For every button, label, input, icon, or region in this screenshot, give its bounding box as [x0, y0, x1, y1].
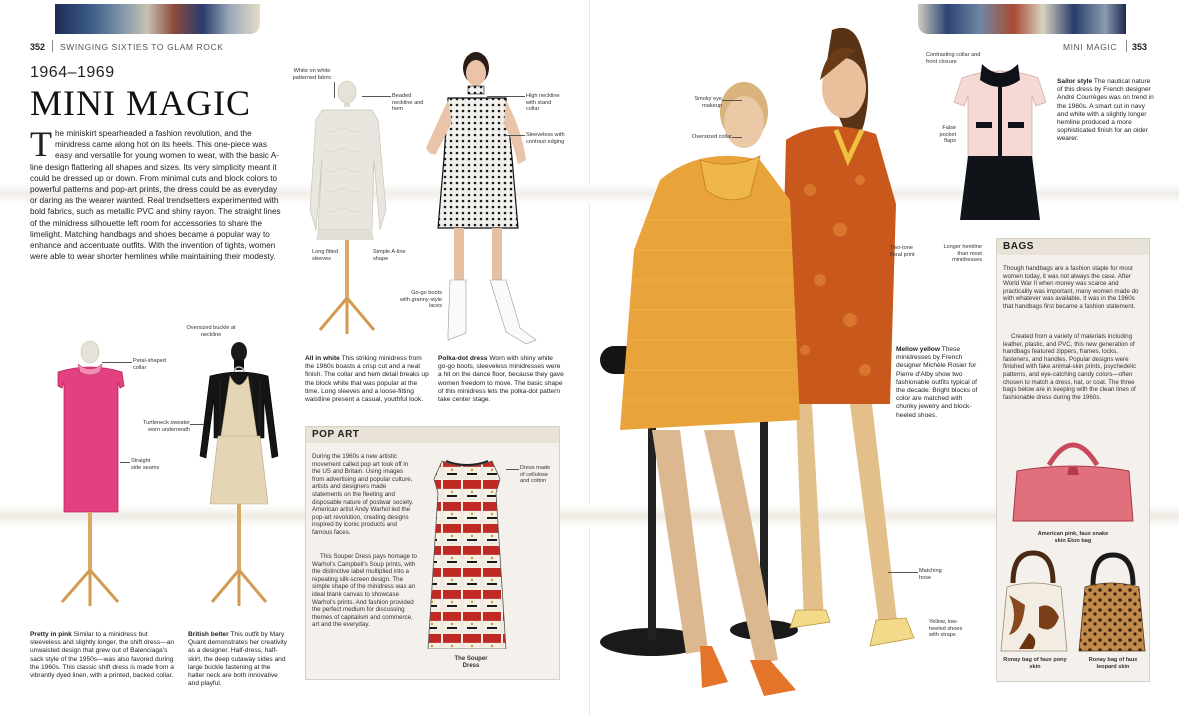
annotation-simple-aline: Simple A-line shape: [373, 249, 406, 262]
annotation-oversized-collar: Oversized collar: [691, 134, 732, 140]
popart-body-1: During the 1960s a new artistic movement called pop art took off in the US and Britain. Using images from advertising and popular culture, artists and designers made statements on the fleeting and disposable nature of postwar society. American artist Andy Warhol led the pop-art revolution, creating designs inspired by iconic products and famous faces.: [312, 453, 414, 536]
leader-seams: [120, 462, 130, 463]
popart-heading: POP ART: [306, 427, 559, 443]
annotation-gogo-boots: Go-go boots with granny-style laces: [400, 290, 442, 310]
pink-dress-figure: [50, 340, 130, 620]
annotation-oversized-buckle: Oversized buckle at neckline: [186, 325, 236, 338]
header-divider-left: [52, 40, 53, 52]
right-running-head: MINI MAGIC: [1063, 42, 1118, 52]
article-dates: 1964–1969: [30, 64, 115, 81]
caption-pretty-pink: [30, 631, 175, 680]
leader-smoky-eye: [722, 100, 742, 101]
annotation-sleeveless: Sleeveless with contrast edging: [526, 132, 565, 145]
top-right-decor: [918, 4, 1126, 34]
article-intro: [30, 124, 282, 262]
annotation-matching-hose: Matching hose: [919, 568, 942, 581]
left-running-head: SWINGING SIXTIES TO GLAM ROCK: [60, 42, 224, 52]
header-divider-right: [1126, 40, 1127, 52]
souper-dress-figure: [422, 457, 512, 649]
caption-title: British belter: [188, 631, 229, 638]
annotation-long-sleeves: Long fitted sleeves: [312, 249, 339, 262]
bags-body-2: Created from a variety of materials including leather, plastic, and PVC, this new generation of handbags featured zippers, frames, locks, fasteners, and handles. Popular designs were finished with fake animal-skin prints, psychedelic patterns, and eye-catching candy colors—often chosen to match a dress, hat, or coat. The three bags below are in keeping with the clean lines of fashionable dress during the 1960s.: [1003, 333, 1137, 401]
popart-body-2: This Souper Dress pays homage to Warhol's Campbell's Soup prints, with the distinctive label multiplied into a repeating silk-screen design. The simple shape of the minidress was an ideal blank canvas to showcase Warhol's prints. And fashion provided the perfect medium for discussing themes of capitalism and commerce, art and the everyday.: [312, 553, 417, 629]
bags-box: [996, 238, 1150, 682]
annotation-petal-collar: Petal-shaped collar: [133, 358, 166, 371]
popart-box: [305, 426, 560, 680]
caption-text: These minidresses by French designer Michèle Rosier for Pierre d'Alby show two fashionable outfits typical of the decade. Bright blocks of color are matched with chunky jewelry and block-heeled shoes.: [896, 346, 978, 419]
caption-mellow-yellow: [896, 346, 980, 420]
annotation-false-pocket: False pocket flaps: [939, 125, 956, 145]
leader-high-neckline: [487, 96, 525, 97]
left-page-number: 352: [30, 42, 46, 52]
bags-body-1: Though handbags are a fashion staple for most women today, it was not always the case. After World War II when money was scarce and practicality was important, many women made do with whatever was available. It was in the 1960s that handbags first became a fashion statement.: [1003, 265, 1139, 310]
caption-title: Mellow yellow: [896, 346, 940, 353]
caption-all-in-white: [305, 355, 431, 404]
leopard-bag-figure: [1077, 547, 1147, 657]
white-dress-figure: [300, 80, 395, 340]
caption-british-belter: [188, 631, 288, 688]
caption-title: Pretty in pink: [30, 631, 72, 638]
annotation-straight-seams: Straight side seams: [131, 458, 160, 471]
mary-quant-outfit-figure: [196, 340, 282, 620]
caption-title: Sailor style: [1057, 78, 1093, 85]
pony-bag-caption: Ronay bag of faux pony skin: [1003, 657, 1067, 670]
caption-text: This outfit by Mary Quant demonstrates her creativity as a designer. Half-dress, half-skirt, the deep cutaway sides and large buckle fastening at the halter neck are both innovative and playful.: [188, 631, 287, 688]
annotation-longer-hemline: Longer hemline than most minidresses: [943, 244, 982, 264]
bags-heading: BAGS: [997, 239, 1149, 255]
leader-white-fabric: [334, 82, 335, 98]
caption-text: Worn with shiny white go-go boots, sleeveless minidresses were a hit on the dance floor, because they gave women freedom to move. The basic shape of this minidress lets the polka-dot pattern take center stage.: [438, 355, 564, 404]
leader-hose: [888, 572, 918, 573]
dropcap: T: [30, 124, 52, 164]
souper-dress-caption: The Souper Dress: [454, 656, 488, 669]
caption-title: All in white: [305, 355, 340, 362]
pink-bag-figure: [1009, 431, 1137, 527]
top-left-decor: [55, 4, 260, 34]
leader-petal: [102, 362, 132, 363]
page-gutter: [589, 0, 590, 715]
annotation-smoky-eye: Smoky eye makeup: [694, 96, 722, 109]
leader-beaded: [362, 96, 391, 97]
caption-sailor-style: [1057, 78, 1155, 144]
intro-text: he miniskirt spearheaded a fashion revolution, and the minidress came along hot on its heels. This one-piece was easy and versatile for young women to wear, with the basic A-line design flattering all shapes and sizes. Its very simplicity meant it could be dressed up or down. From minimal cuts and block colors to powerful patterns and pop-art prints, the dress could be as everyday or daring as the wearer wanted. Real trendsetters experimented with bold fabrics, such as metallic PVC and shiny rayon. The straight lines of the minidress silhouette left room for accessories to share the limelight. Matching handbags and shoes became a popular way to enhance and accentuate outfits. With the invention of tights, women were able to wear shorter hemlines while maintaining their modesty.: [30, 129, 281, 262]
pink-bag-caption: American pink, faux snake skin Eton bag: [1037, 531, 1109, 544]
caption-title: Polka-dot dress: [438, 355, 488, 362]
right-page-number: 353: [1132, 42, 1148, 52]
annotation-turtleneck: Turtleneck sweater worn underneath: [142, 420, 190, 433]
pony-bag-figure: [999, 547, 1069, 657]
caption-text: This striking minidress from the 1960s boasts a crisp cut and a neat finish. The collar and hem detail breaks up the block white that was popular at the time. Long sleeves and a loose-fitting waistline present a casual, youthful look.: [305, 355, 429, 404]
annotation-beaded-neckline: Beaded neckline and hem: [392, 93, 424, 113]
annotation-yellow-shoes: Yellow, low-heeled shoes with straps: [929, 619, 963, 639]
article-title: MINI MAGIC: [30, 83, 251, 123]
annotation-white-fabric: White on white patterned fabric: [292, 68, 332, 81]
caption-text: Similar to a minidress but sleeveless and slightly longer, the shift dress—an unwaisted design that grew out of Balenciaga's sack style of the 1950s—was also favored during the 1960s. This classic shift dress is made from a vibrantly dyed linen, with a printed, backed collar.: [30, 631, 175, 680]
leopard-bag-caption: Ronay bag of faux leopard skin: [1088, 657, 1138, 670]
caption-polka-dot: [438, 355, 564, 404]
mellow-yellow-models: [600, 20, 930, 700]
caption-text: The nautical nature of this dress by French designer André Courrèges was on trend in the 1960s. A smart cut in navy and white with a slightly longer hemline produced a more sophisticated finish for an older wearer.: [1057, 78, 1154, 143]
leader-cellulose: [506, 469, 519, 470]
leader-collar: [732, 137, 742, 138]
annotation-high-neckline: High neckline with stand collar: [526, 93, 560, 113]
annotation-contrasting-collar: Contrasting collar and front closure: [926, 52, 981, 65]
leader-turtleneck: [190, 424, 204, 425]
sailor-dress-figure: [950, 58, 1050, 228]
annotation-two-tone: Two-tone floral print: [890, 245, 915, 258]
leader-sleeveless: [505, 135, 525, 136]
annotation-cellulose: Dress made of cellulose and cotton: [520, 465, 551, 485]
